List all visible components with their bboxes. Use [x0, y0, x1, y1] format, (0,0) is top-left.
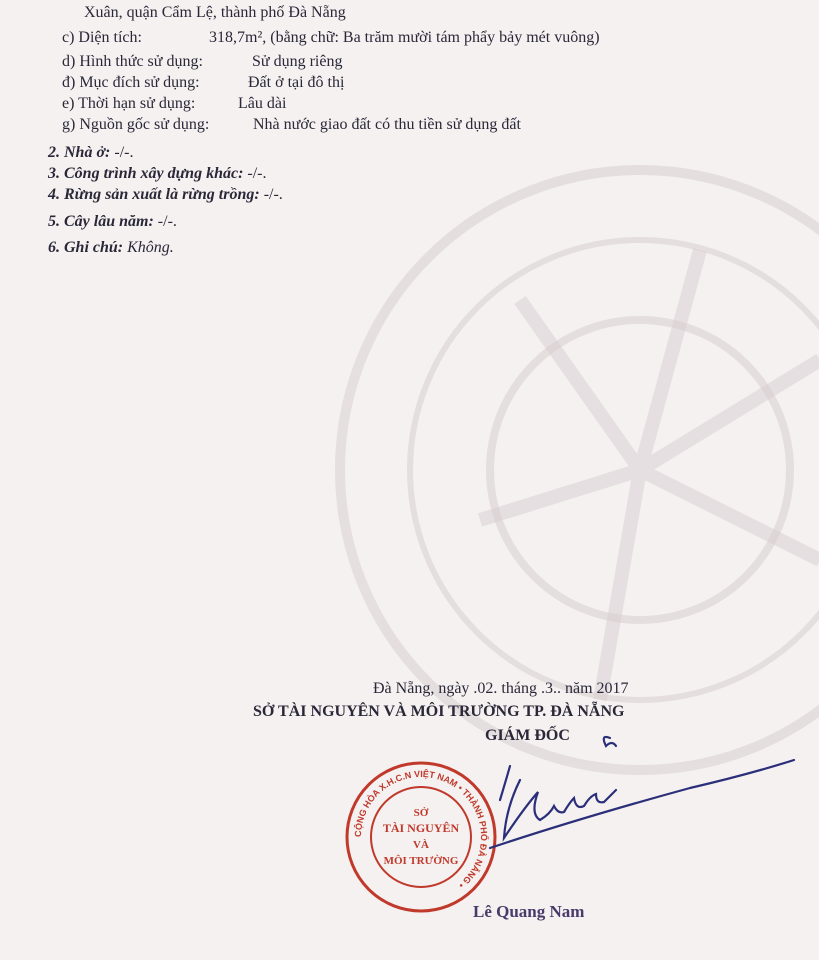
agency-name: SỞ TÀI NGUYÊN VÀ MÔI TRƯỜNG TP. ĐÀ NẴNG — [253, 703, 625, 720]
stamp-line-4: MÔI TRƯỜNG — [383, 855, 459, 867]
item-6-label: 6. Ghi chú: — [48, 239, 124, 256]
area-label: c) Diện tích: — [62, 29, 142, 46]
term-value: Lâu dài — [238, 95, 287, 112]
stamp-line-2: TÀI NGUYÊN — [382, 821, 460, 835]
form-value: Sử dụng riêng — [252, 53, 343, 70]
handwritten-signature — [470, 720, 800, 880]
item-2 — [48, 143, 133, 163]
item-4-label: 4. Rừng sản xuất là rừng trồng: — [48, 186, 260, 203]
stamp-ring-text: CỘNG HÒA X.H.C.N VIỆT NAM • THÀNH PHỐ ĐÀ NẴNG • — [352, 768, 490, 891]
form-label: d) Hình thức sử dụng: — [62, 53, 203, 70]
item-3 — [48, 164, 267, 184]
item-5-label: 5. Cây lâu năm: — [48, 213, 154, 230]
item-2-label: 2. Nhà ở: — [48, 144, 111, 161]
signer-name: Lê Quang Nam — [473, 902, 585, 921]
origin-value: Nhà nước giao đất có thu tiền sử dụng đất — [253, 116, 521, 133]
item-6 — [48, 238, 174, 258]
item-3-label: 3. Công trình xây dựng khác: — [48, 165, 244, 182]
term-label: e) Thời hạn sử dụng: — [62, 95, 196, 112]
item-4 — [48, 185, 283, 205]
origin-label: g) Nguồn gốc sử dụng: — [62, 116, 210, 133]
item-5-value: -/-. — [157, 213, 177, 230]
stamp-line-1: SỞ — [413, 807, 429, 819]
role-title: GIÁM ĐỐC — [485, 727, 570, 744]
place-date: Đà Nẵng, ngày .02. tháng .3.. năm 2017 — [373, 680, 629, 697]
stamp-line-3: VÀ — [413, 839, 429, 851]
area-value: 318,7m², (bằng chữ: Ba trăm mười tám phẩy bảy mét vuông) — [209, 29, 600, 46]
item-6-value: Không. — [127, 239, 174, 256]
purpose-value: Đất ở tại đô thị — [248, 74, 345, 91]
purpose-label: đ) Mục đích sử dụng: — [62, 74, 200, 91]
address-tail: Xuân, quận Cẩm Lệ, thành phố Đà Nẵng — [84, 4, 346, 21]
item-3-value: -/-. — [247, 165, 267, 182]
item-2-value: -/-. — [114, 144, 134, 161]
item-4-value: -/-. — [263, 186, 283, 203]
item-5 — [48, 212, 177, 232]
